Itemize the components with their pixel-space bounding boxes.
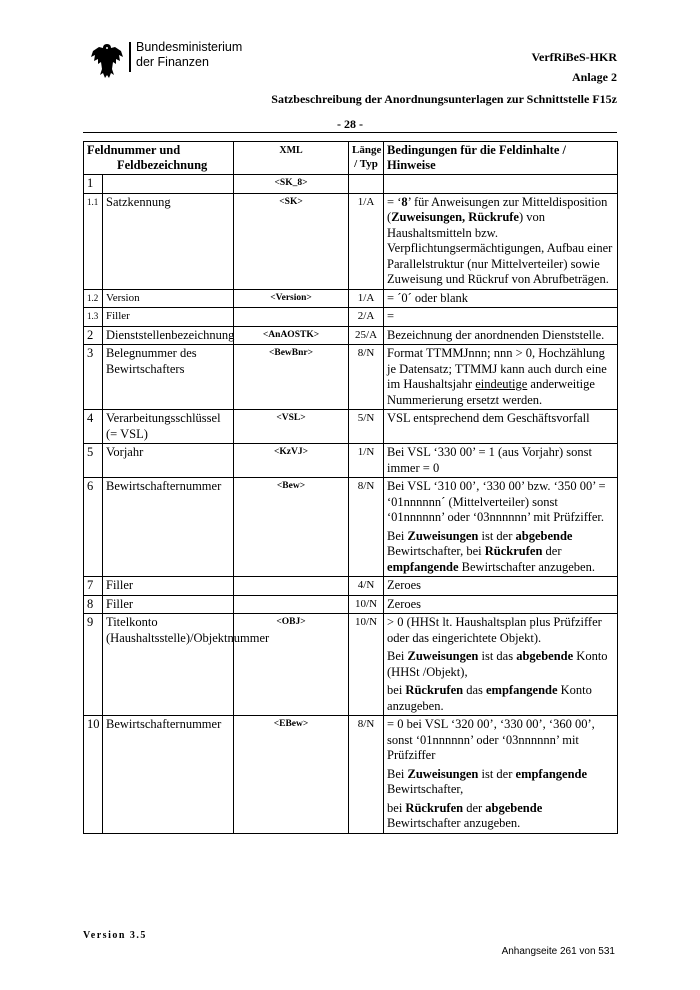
cond-paragraph: > 0 (HHSt lt. Haushaltsplan plus Prüfziffer oder das eingerichtete Objekt). — [387, 615, 602, 645]
field-xml-tag — [234, 595, 349, 614]
cond-bold: empfangende — [486, 683, 558, 697]
logo-divider — [129, 42, 131, 72]
cond-text: Bei — [387, 528, 408, 543]
table-row — [84, 444, 618, 478]
document-title: VerfRiBeS-HKR — [531, 50, 617, 64]
field-name — [103, 175, 234, 194]
cond-bold: abgebende — [485, 800, 543, 815]
field-length: 1/A — [349, 289, 384, 308]
cond-text: Format TTMMJnnn; nnn > 0, Hochzählung je Datensatz; TTMMJ kann auch durch eine im Haushaltsjahr — [387, 346, 607, 391]
field-length: 8/N — [349, 478, 384, 577]
field-number: 10 — [84, 716, 103, 834]
cond-text: Bei — [387, 649, 408, 663]
cond-text: ist der — [478, 528, 516, 543]
cond-paragraph — [387, 649, 614, 680]
field-length: 8/N — [349, 345, 384, 410]
field-condition — [384, 614, 618, 716]
field-name: Verarbeitungsschlüssel (= VSL) — [103, 410, 234, 444]
field-length — [349, 175, 384, 194]
ministry-name-line1: Bundesministerium — [136, 40, 243, 54]
ministry-name — [136, 40, 242, 70]
cond-text: Bewirtschafter, bei — [387, 544, 485, 558]
header-field-line1: Feldnummer und — [87, 143, 181, 157]
header-length-line1: Länge — [352, 144, 382, 156]
cond-paragraph: = 0 bei VSL ‘320 00’, ‘330 00’, ‘360 00’, sonst ‘01nnnnnn’ oder ‘03nnnnnn’ mit Prüfziffer — [387, 717, 595, 762]
field-number: 2 — [84, 326, 103, 345]
cond-bold: Zuweisungen — [407, 528, 479, 543]
cond-text: ist das — [478, 649, 517, 663]
field-name: Satzkennung — [103, 193, 234, 289]
cond-text: bei — [387, 683, 406, 697]
cond-text: bei — [387, 800, 406, 815]
field-condition — [384, 478, 618, 577]
header-conditions-line1: Bedingungen für die Feldinhalte / — [387, 143, 566, 157]
record-description-table — [83, 141, 618, 834]
field-condition: = — [384, 308, 618, 327]
field-xml-tag: <SK> — [234, 193, 349, 289]
field-number: 5 — [84, 444, 103, 478]
table-row — [84, 308, 618, 327]
cond-paragraph — [387, 683, 614, 714]
header-rule — [83, 132, 617, 133]
field-number: 1.1 — [84, 193, 103, 289]
cond-text: der — [542, 544, 562, 558]
cond-text: Konto (HHSt /Objekt), — [387, 649, 608, 679]
table-row — [84, 577, 618, 596]
field-number: 9 — [84, 614, 103, 716]
field-condition: Bei VSL ‘330 00’ = 1 (aus Vorjahr) sonst immer = 0 — [384, 444, 618, 478]
field-number: 6 — [84, 478, 103, 577]
cond-text: ist der — [478, 766, 516, 781]
page-footer: Anhangseite 261 von 531 — [501, 946, 615, 957]
field-name: Filler — [103, 308, 234, 327]
field-xml-tag: <Bew> — [234, 478, 349, 577]
header-conditions — [384, 142, 618, 175]
cond-text: Bei — [387, 766, 408, 781]
cond-paragraph: Bei VSL ‘310 00’, ‘330 00’ bzw. ‘350 00’ = ‘01nnnnnn´ (Mittelverteiler) sonst ‘01nnnnnn’ oder ‘03nnnnnn’ mit Prüfziffer. — [387, 479, 606, 524]
field-length: 4/N — [349, 577, 384, 596]
cond-bold: 8 — [401, 194, 408, 209]
table-row — [84, 175, 618, 194]
cond-text: Bewirtschafter anzugeben. — [387, 816, 521, 830]
field-number: 4 — [84, 410, 103, 444]
field-name: Filler — [103, 595, 234, 614]
field-length: 8/N — [349, 716, 384, 834]
header-conditions-line2: Hinweise — [387, 158, 436, 172]
field-number: 1.2 — [84, 289, 103, 308]
table-row — [84, 478, 618, 577]
field-name: Vorjahr — [103, 444, 234, 478]
cond-paragraph — [387, 767, 614, 798]
field-condition: = ´0´ oder blank — [384, 289, 618, 308]
field-number: 8 — [84, 595, 103, 614]
field-condition: VSL entsprechend dem Geschäftsvorfall — [384, 410, 618, 444]
table-row — [84, 716, 618, 834]
cond-bold: Rückrufen — [405, 683, 464, 697]
field-name: Belegnummer des Bewirtschafters — [103, 345, 234, 410]
header-xml: XML — [234, 142, 349, 175]
field-condition: Zeroes — [384, 595, 618, 614]
field-length: 1/A — [349, 193, 384, 289]
page-number: - 28 - — [337, 117, 363, 131]
cond-bold: empfangende — [387, 559, 459, 574]
field-length: 1/N — [349, 444, 384, 478]
header-length — [349, 142, 384, 175]
field-name: Titelkonto (Haushaltsstelle)/Objektnummer — [103, 614, 234, 716]
field-xml-tag: <KzVJ> — [234, 444, 349, 478]
cond-paragraph — [387, 529, 614, 576]
field-number: 1 — [84, 175, 103, 194]
header-field — [84, 142, 234, 175]
cond-bold: Zuweisungen, Rückrufe — [391, 210, 519, 224]
cond-bold: Zuweisungen — [407, 649, 479, 663]
field-xml-tag: <Version> — [234, 289, 349, 308]
table-row — [84, 326, 618, 345]
table-row — [84, 595, 618, 614]
table-row — [84, 345, 618, 410]
cond-bold: Rückrufen — [484, 544, 543, 558]
version-label: Version 3.5 — [83, 930, 147, 941]
appendix-label: Anlage 2 — [572, 70, 617, 84]
cond-text: ’ für Anweisungen zur Mitteldisposition ( — [387, 194, 608, 224]
field-xml-tag: <EBew> — [234, 716, 349, 834]
cond-bold: Rückrufen — [405, 800, 464, 815]
field-length: 10/N — [349, 614, 384, 716]
table-row — [84, 289, 618, 308]
cond-text: ) von Haushaltsmitteln bzw. Verpflichtungsermächtigungen, Aufbau einer Parallelstruktur (nur Mittelverteiler) sowie Zuweisung und Rückruf von Abrufbeträgen. — [387, 210, 613, 286]
field-name: Dienststellenbezeichnung — [103, 326, 234, 345]
field-length: 10/N — [349, 595, 384, 614]
field-name: Bewirtschafternummer — [103, 478, 234, 577]
field-xml-tag: <BewBnr> — [234, 345, 349, 410]
field-condition: Zeroes — [384, 577, 618, 596]
field-number: 3 — [84, 345, 103, 410]
table-row — [84, 614, 618, 716]
table-row — [84, 193, 618, 289]
federal-eagle-icon — [90, 42, 124, 82]
cond-bold: abgebende — [515, 528, 573, 543]
field-name: Filler — [103, 577, 234, 596]
field-length: 25/A — [349, 326, 384, 345]
field-xml-tag: <AnAOSTK> — [234, 326, 349, 345]
field-condition — [384, 193, 618, 289]
field-length: 5/N — [349, 410, 384, 444]
field-length: 2/A — [349, 308, 384, 327]
field-condition — [384, 345, 618, 410]
field-xml-tag: <SK_8> — [234, 175, 349, 194]
header-length-line2: / Typ — [354, 158, 378, 170]
field-xml-tag: <VSL> — [234, 410, 349, 444]
cond-text: Bewirtschafter anzugeben. — [458, 559, 595, 574]
field-number: 1.3 — [84, 308, 103, 327]
cond-text: das — [463, 683, 486, 697]
cond-bold: abgebende — [516, 649, 574, 663]
section-title: Satzbeschreibung der Anordnungsunterlagen zur Schnittstelle F15z — [271, 92, 617, 106]
field-condition: Bezeichnung der anordnenden Dienststelle. — [384, 326, 618, 345]
header-field-line2: Feldbezeichnung — [117, 158, 208, 172]
field-xml-tag — [234, 308, 349, 327]
field-xml-tag: <OBJ> — [234, 614, 349, 716]
cond-bold: empfangende — [515, 766, 588, 781]
cond-text: = ‘ — [387, 194, 402, 209]
cond-bold: Zuweisungen — [407, 766, 479, 781]
cond-text: Bewirtschafter, — [387, 782, 464, 796]
field-condition — [384, 175, 618, 194]
cond-text: der — [463, 800, 486, 815]
cond-text: Konto anzugeben. — [387, 683, 592, 713]
cond-underlined: eindeutige — [475, 377, 528, 391]
cond-text: anderweitige Nummerierung ersetzt werden. — [387, 377, 595, 407]
table-row — [84, 410, 618, 444]
field-number: 7 — [84, 577, 103, 596]
table-header-row — [84, 142, 618, 175]
field-condition — [384, 716, 618, 834]
field-name: Bewirtschafternummer — [103, 716, 234, 834]
field-xml-tag — [234, 577, 349, 596]
field-name: Version — [103, 289, 234, 308]
cond-paragraph — [387, 801, 614, 832]
ministry-name-line2: der Finanzen — [136, 55, 209, 69]
